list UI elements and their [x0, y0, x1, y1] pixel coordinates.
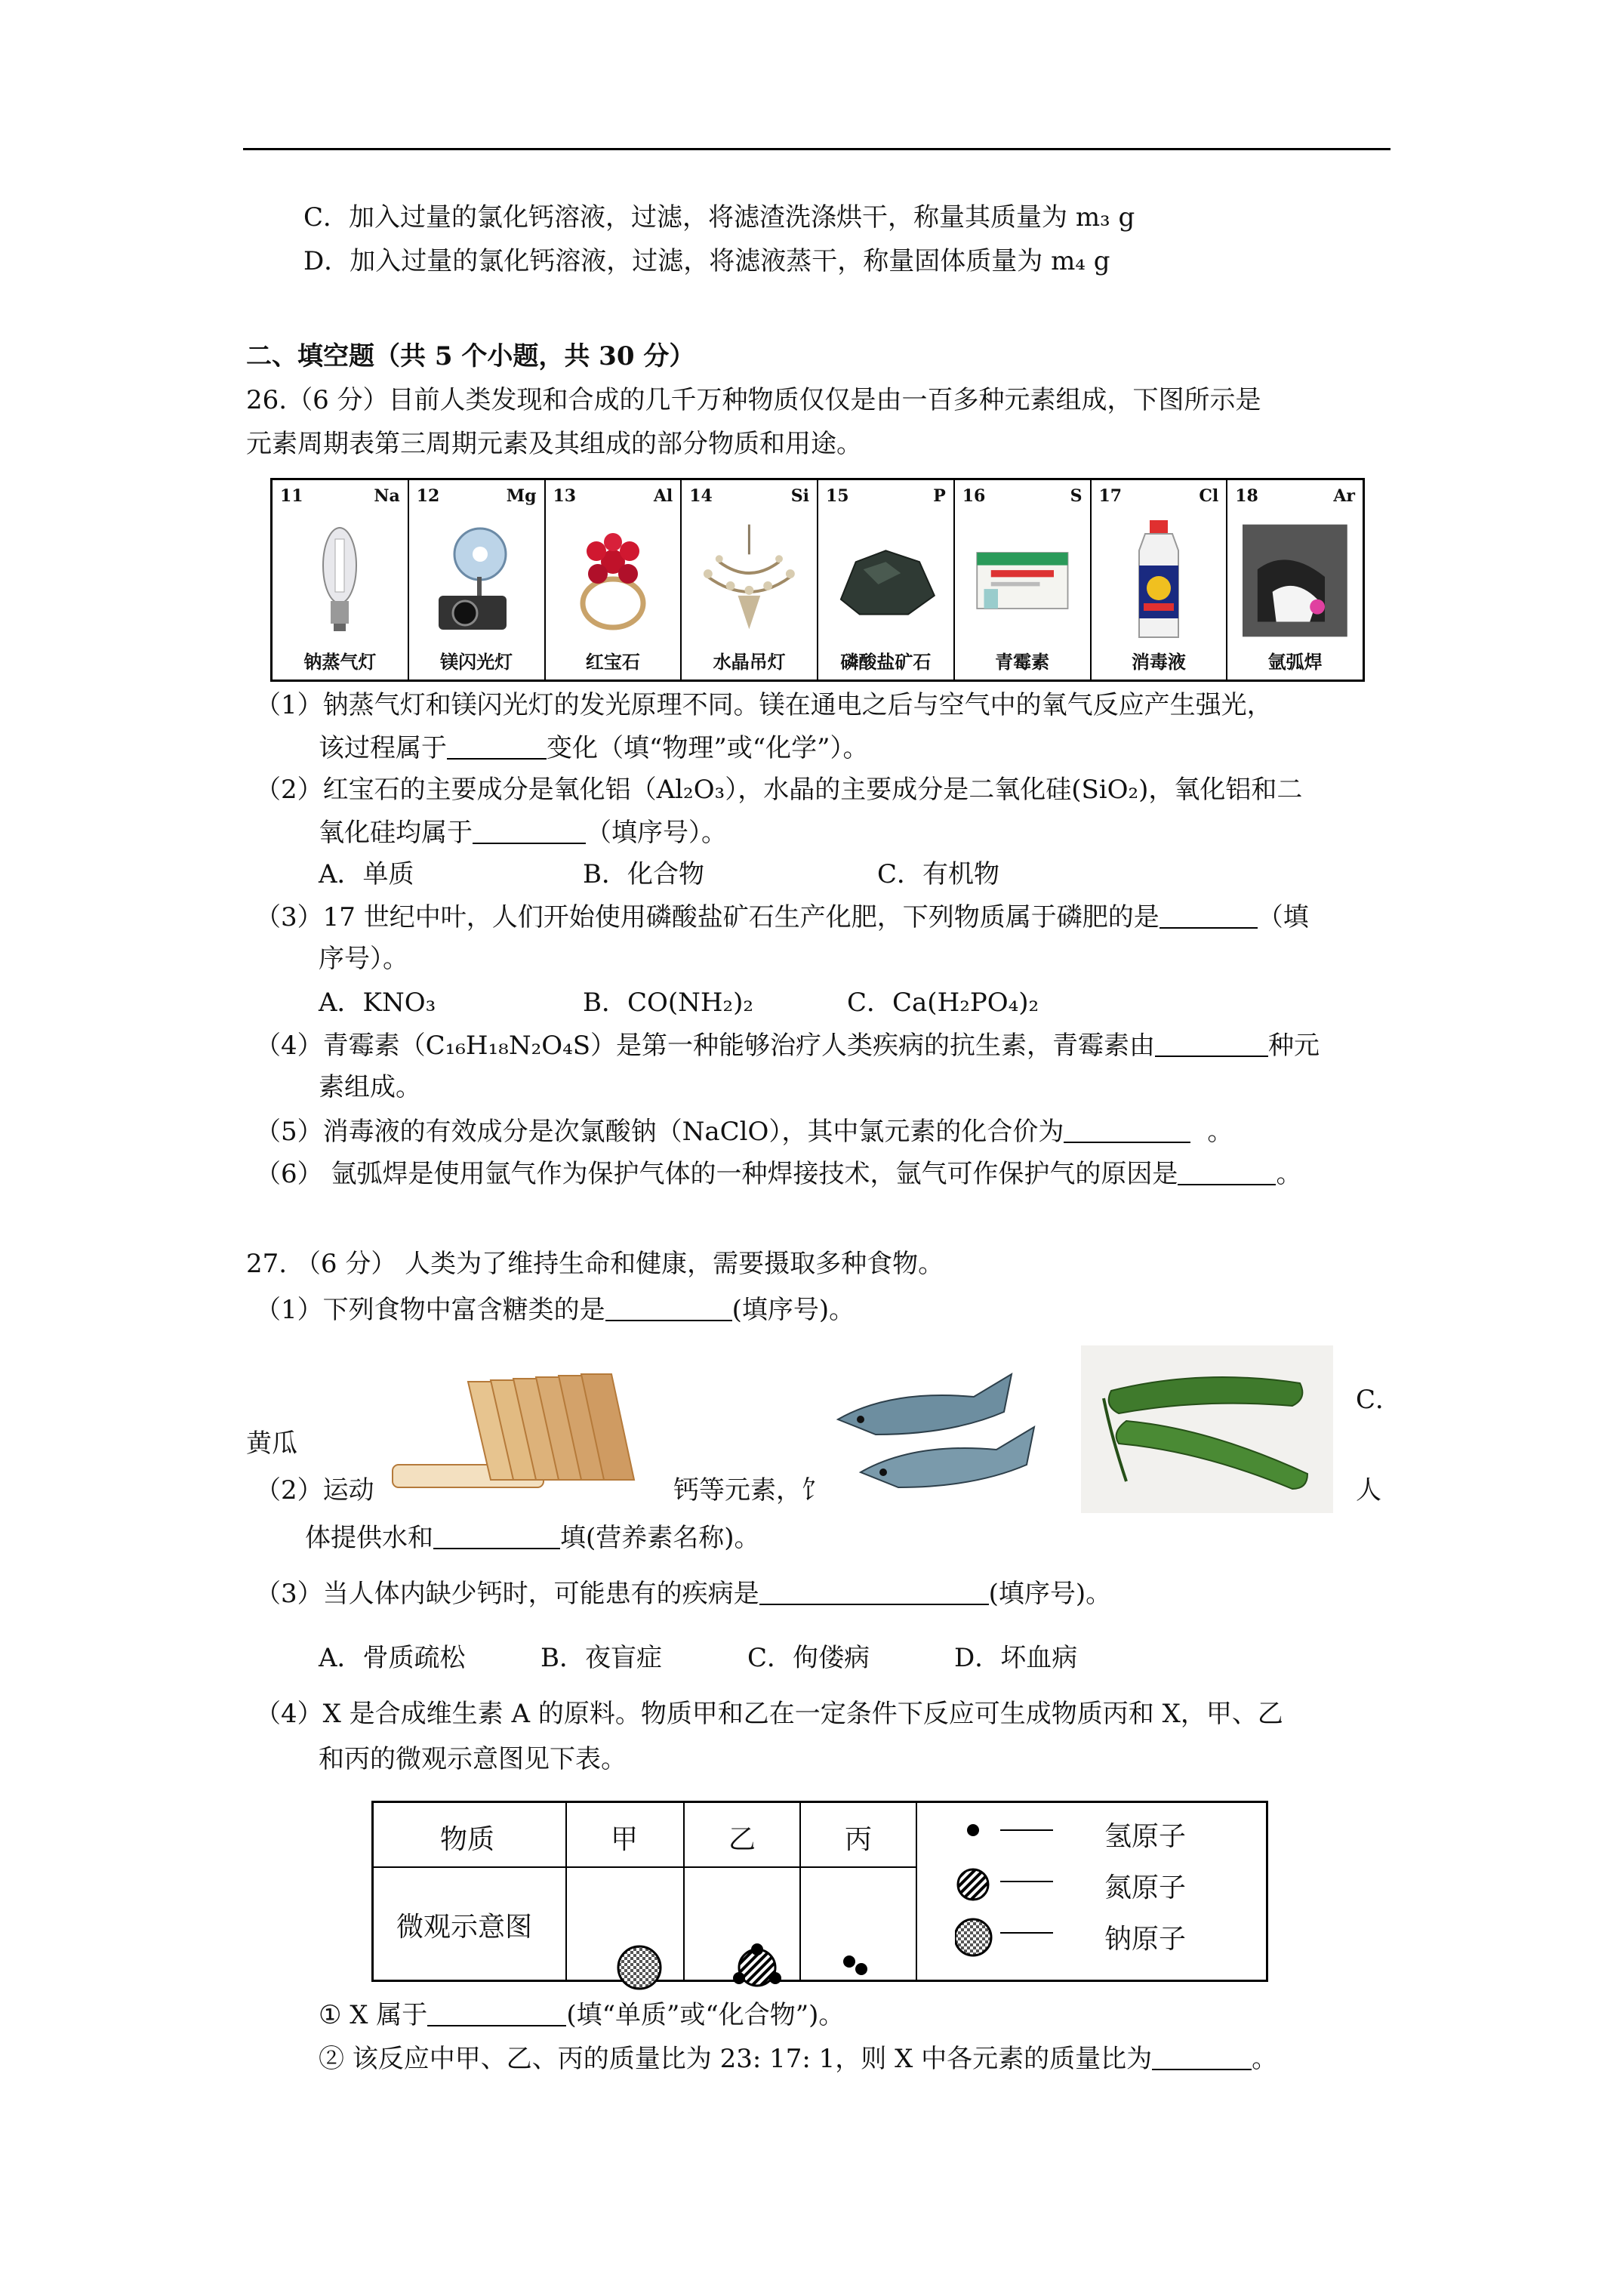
- fish-image: [830, 1344, 1057, 1510]
- q27-p1: （1）下列食物中富含糖类的是 (填序号)。: [255, 1295, 855, 1325]
- ammonia-molecule: [733, 1943, 781, 1986]
- welding-icon: [1243, 516, 1347, 645]
- element-symbol: Cl: [1199, 486, 1219, 506]
- element-use-label: 水晶吊灯: [713, 651, 786, 673]
- molecule-diagrams: [600, 1939, 917, 1992]
- element-use-label: 钠蒸气灯: [303, 651, 377, 673]
- chandelier-icon: [697, 516, 802, 645]
- legend-label: 氮原子: [1104, 1872, 1187, 1903]
- answer-blank[interactable]: [1155, 1030, 1268, 1057]
- answer-blank[interactable]: [427, 1999, 566, 2026]
- ruby-ring-icon: [561, 516, 666, 645]
- answer-blank[interactable]: [605, 1294, 732, 1321]
- periodic-table-strip: [270, 478, 1365, 682]
- bread-image: [377, 1367, 664, 1502]
- answer-blank[interactable]: [1152, 2043, 1252, 2070]
- answer-blank[interactable]: [473, 817, 586, 844]
- element-symbol: Al: [653, 486, 673, 506]
- q26-p4-line1: （4）青霉素（C₁₆H₁₈N₂O₄S）是第一种能够治疗人类疾病的抗生素，青霉素由 种元: [255, 1031, 1320, 1061]
- atomic-number: 14: [689, 486, 713, 506]
- element-symbol: Si: [790, 486, 809, 506]
- q26-p3-option: C．Ca(H₂PO₄)₂: [847, 988, 1039, 1018]
- table-header: 甲: [611, 1824, 639, 1855]
- option-d: D．加入过量的氯化钙溶液，过滤，将滤液蒸干，称量固体质量为 m₄ g: [303, 246, 1110, 276]
- hydrogen-molecule: [843, 1955, 867, 1975]
- atomic-number: 13: [553, 486, 577, 506]
- element-cell: [273, 480, 409, 680]
- q27-s1: ① X 属于 (填“单质”或“化合物”)。: [319, 2000, 845, 2030]
- element-cell: [546, 480, 682, 680]
- bottle-icon: [1107, 516, 1212, 645]
- element-cell: [1092, 480, 1228, 680]
- element-cell: [955, 480, 1092, 680]
- element-use-label: 磷酸盐矿石: [840, 651, 932, 673]
- atomic-number: 15: [826, 486, 849, 506]
- q27-p2-fragment: 人: [1356, 1475, 1381, 1505]
- element-symbol: Mg: [506, 486, 537, 506]
- element-symbol: S: [1070, 486, 1083, 506]
- q26-p2-option: C．有机物: [877, 859, 1000, 889]
- atomic-number: 11: [280, 486, 303, 506]
- micro-table: [371, 1801, 1268, 1982]
- q27-p3-option: B．夜盲症: [540, 1643, 662, 1673]
- header-rule: [243, 148, 1390, 150]
- q26-p2-line2: 氧化硅均属于 （填序号）。: [319, 818, 727, 848]
- rock-icon: [833, 516, 938, 645]
- element-use-label: 镁闪光灯: [440, 651, 513, 673]
- q27-p3: （3）当人体内缺少钙时，可能患有的疾病是 (填序号)。: [255, 1579, 1112, 1609]
- atomic-number: 18: [1235, 486, 1258, 506]
- table-header: 乙: [728, 1824, 756, 1855]
- q27-p3-option: A．骨质疏松: [319, 1643, 466, 1673]
- option-c: C．加入过量的氯化钙溶液，过滤，将滤渣洗涤烘干，称量其质量为 m₃ g: [303, 202, 1135, 233]
- element-cell: [818, 480, 955, 680]
- element-use-label: 红宝石: [585, 651, 640, 673]
- answer-blank[interactable]: [1160, 901, 1258, 929]
- q26-p3-option: A．KNO₃: [319, 988, 436, 1018]
- legend-label: 钠原子: [1104, 1924, 1187, 1955]
- q26-p1-line2: 该过程属于 变化（填“物理”或“化学”）。: [319, 733, 869, 763]
- q26-p2-line1: （2）红宝石的主要成分是氧化铝（Al₂O₃），水晶的主要成分是二氧化硅(SiO₂)，氧化铝和二: [255, 775, 1303, 805]
- q27-p3-option: C．佝偻病: [747, 1643, 870, 1673]
- element-use-label: 消毒液: [1131, 651, 1186, 673]
- atomic-number: 16: [962, 486, 986, 506]
- sodium-atom: [618, 1946, 661, 1989]
- food-c-prefix: C．: [1356, 1385, 1402, 1415]
- cucumber-image: [1081, 1345, 1333, 1513]
- q26-p5: （5）消毒液的有效成分是次氯酸钠（NaClO），其中氯元素的化合价为 。: [255, 1117, 1233, 1147]
- element-cell: [409, 480, 546, 680]
- q27-s2: ② 该反应中甲、乙、丙的质量比为 23: 17: 1，则 X 中各元素的质量比为 。: [319, 2044, 1278, 2074]
- answer-blank[interactable]: [447, 732, 547, 760]
- q26-stem-line1: 26.（6 分）目前人类发现和合成的几千万种物质仅仅是由一百多种元素组成，下图所示是: [246, 385, 1261, 415]
- q27-p4-line2: 和丙的微观示意图见下表。: [319, 1744, 627, 1774]
- q27-stem: 27. （6 分） 人类为了维持生命和健康，需要摄取多种食物。: [246, 1249, 944, 1279]
- q26-p6: （6） 氩弧焊是使用氩气作为保护气体的一种焊接技术，氩气可作保护气的原因是 。: [255, 1159, 1302, 1189]
- food-c-label: 黄瓜: [246, 1428, 297, 1459]
- q26-p3-line2: 序号）。: [319, 944, 408, 974]
- answer-blank[interactable]: [433, 1522, 560, 1549]
- flash-camera-icon: [424, 516, 529, 645]
- q26-p1-line1: （1）钠蒸气灯和镁闪光灯的发光原理不同。镁在通电之后与空气中的氧气反应产生强光，: [255, 690, 1273, 720]
- lamp-icon: [288, 516, 393, 645]
- q27-p3-option: D．坏血病: [954, 1643, 1078, 1673]
- element-cell: [682, 480, 818, 680]
- element-use-label: 氩弧焊: [1267, 651, 1323, 673]
- legend-icons: [955, 1820, 1061, 1971]
- q26-p2-option: B．化合物: [583, 859, 704, 889]
- answer-blank[interactable]: [1064, 1116, 1190, 1143]
- atomic-number: 17: [1098, 486, 1123, 506]
- table-header: 物质: [440, 1824, 495, 1855]
- section-title: 二、填空题（共 5 个小题，共 30 分）: [246, 341, 695, 371]
- element-symbol: P: [933, 486, 946, 506]
- q26-p3-option: B．CO(NH₂)₂: [583, 988, 754, 1018]
- element-use-label: 青霉素: [995, 651, 1050, 673]
- table-header: 丙: [845, 1824, 873, 1855]
- answer-blank[interactable]: [1178, 1158, 1276, 1185]
- medicine-box-icon: [970, 516, 1075, 645]
- q26-p3-line1: （3）17 世纪中叶，人们开始使用磷酸盐矿石生产化肥，下列物质属于磷肥的是 （填: [255, 902, 1309, 932]
- table-row-label: 微观示意图: [396, 1912, 533, 1943]
- q27-p2-line2: 体提供水和 填(营养素名称)。: [305, 1523, 760, 1553]
- q27-p4-line1: （4）X 是合成维生素 A 的原料。物质甲和乙在一定条件下反应可生成物质丙和 X，甲、乙: [255, 1699, 1283, 1729]
- q26-stem-line2: 元素周期表第三周期元素及其组成的部分物质和用途。: [246, 429, 862, 459]
- legend-label: 氢原子: [1104, 1821, 1187, 1852]
- q26-p4-line2: 素组成。: [319, 1072, 421, 1102]
- atomic-number: 12: [416, 486, 440, 506]
- element-symbol: Na: [374, 486, 400, 506]
- q27-p2-fragment: （2）运动: [255, 1475, 374, 1505]
- element-cell: [1227, 480, 1363, 680]
- element-symbol: Ar: [1333, 486, 1355, 506]
- q26-p2-option: A．单质: [319, 859, 414, 889]
- q27-p2-fragment: 钙等元素，饣: [673, 1475, 827, 1505]
- answer-blank[interactable]: [759, 1578, 989, 1605]
